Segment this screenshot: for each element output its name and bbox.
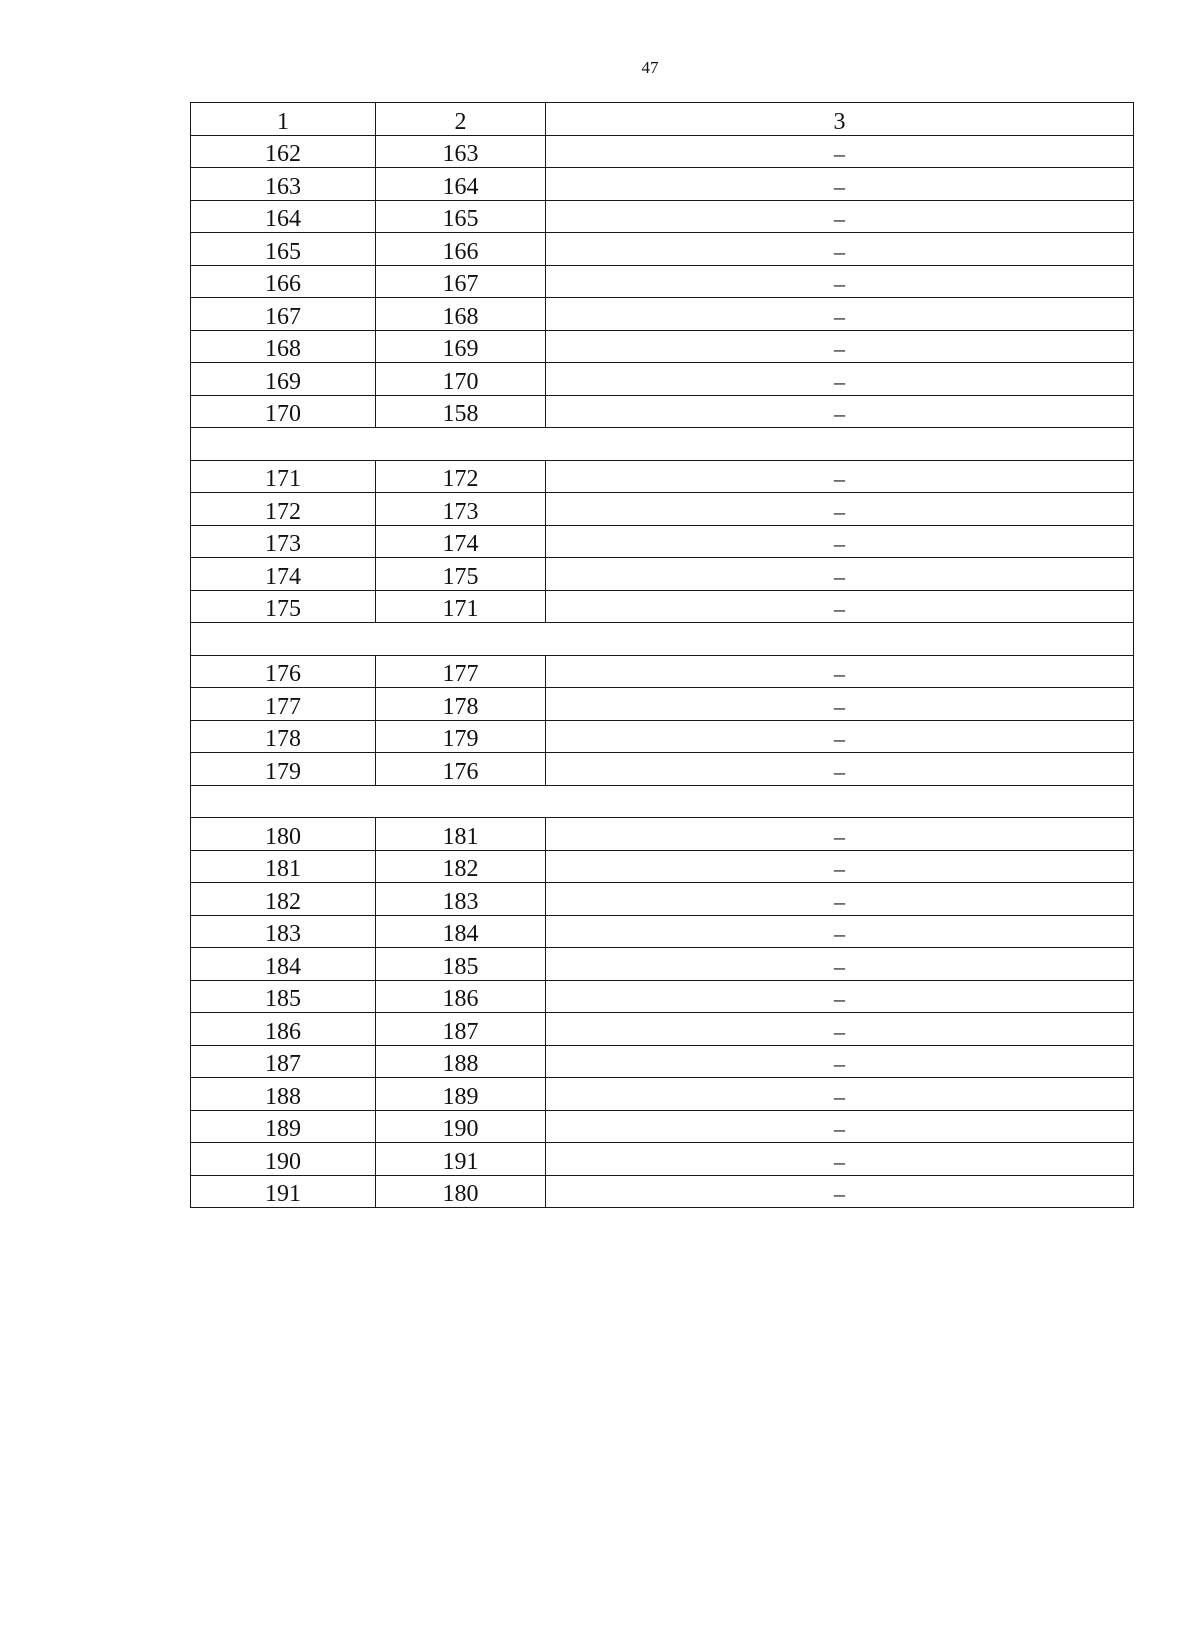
table-cell-col3: – xyxy=(546,720,1134,753)
table-row xyxy=(191,525,1134,558)
table-row xyxy=(191,980,1134,1013)
table-row xyxy=(191,1175,1134,1208)
table-cell-col2: 189 xyxy=(376,1078,546,1111)
table-separator-row xyxy=(191,428,1134,461)
table-cell-col1: 170 xyxy=(191,395,376,428)
table-cell-col3: – xyxy=(546,200,1134,233)
table-cell-col3: – xyxy=(546,655,1134,688)
table-row xyxy=(191,1078,1134,1111)
table-row xyxy=(191,493,1134,526)
table-cell-col1: 178 xyxy=(191,720,376,753)
separator-cell xyxy=(191,785,1134,818)
table-cell-col3: – xyxy=(546,1013,1134,1046)
table-cell-col2: 169 xyxy=(376,330,546,363)
table-cell-col2: 166 xyxy=(376,233,546,266)
table-cell-col1: 182 xyxy=(191,883,376,916)
header-cell-col3: 3 xyxy=(546,103,1134,136)
table-row xyxy=(191,200,1134,233)
data-table xyxy=(190,102,1134,1208)
table-cell-col1: 174 xyxy=(191,558,376,591)
table-cell-col2: 186 xyxy=(376,980,546,1013)
table-cell-col1: 181 xyxy=(191,850,376,883)
table-cell-col2: 179 xyxy=(376,720,546,753)
table-cell-col2: 180 xyxy=(376,1175,546,1208)
table-row xyxy=(191,590,1134,623)
table-cell-col2: 191 xyxy=(376,1143,546,1176)
table-row xyxy=(191,460,1134,493)
table-cell-col1: 187 xyxy=(191,1045,376,1078)
table-cell-col3: – xyxy=(546,363,1134,396)
table-row xyxy=(191,330,1134,363)
table-cell-col1: 162 xyxy=(191,135,376,168)
table-row xyxy=(191,558,1134,591)
table-row xyxy=(191,1045,1134,1078)
header-cell-col1: 1 xyxy=(191,103,376,136)
table-cell-col2: 170 xyxy=(376,363,546,396)
table-cell-col1: 190 xyxy=(191,1143,376,1176)
table-cell-col2: 177 xyxy=(376,655,546,688)
table-row xyxy=(191,720,1134,753)
table-separator-row xyxy=(191,623,1134,656)
table-cell-col3: – xyxy=(546,558,1134,591)
table-row xyxy=(191,1110,1134,1143)
table-cell-col1: 183 xyxy=(191,915,376,948)
table-row xyxy=(191,1013,1134,1046)
table-cell-col1: 185 xyxy=(191,980,376,1013)
table-cell-col2: 163 xyxy=(376,135,546,168)
table-cell-col1: 175 xyxy=(191,590,376,623)
table-cell-col2: 174 xyxy=(376,525,546,558)
table-cell-col3: – xyxy=(546,753,1134,786)
table-row xyxy=(191,948,1134,981)
table-cell-col2: 185 xyxy=(376,948,546,981)
table-cell-col2: 181 xyxy=(376,818,546,851)
table-cell-col2: 172 xyxy=(376,460,546,493)
table-cell-col2: 164 xyxy=(376,168,546,201)
table-cell-col3: – xyxy=(546,850,1134,883)
table-cell-col2: 165 xyxy=(376,200,546,233)
table-cell-col2: 173 xyxy=(376,493,546,526)
table-row xyxy=(191,688,1134,721)
table-cell-col3: – xyxy=(546,395,1134,428)
table-cell-col3: – xyxy=(546,688,1134,721)
table-row xyxy=(191,265,1134,298)
table-row xyxy=(191,818,1134,851)
table-cell-col3: – xyxy=(546,1143,1134,1176)
table-cell-col3: – xyxy=(546,948,1134,981)
table-cell-col1: 169 xyxy=(191,363,376,396)
table-cell-col3: – xyxy=(546,233,1134,266)
table-cell-col3: – xyxy=(546,460,1134,493)
header-cell-col2: 2 xyxy=(376,103,546,136)
table-row xyxy=(191,363,1134,396)
table-row xyxy=(191,395,1134,428)
table-cell-col1: 177 xyxy=(191,688,376,721)
table-row xyxy=(191,135,1134,168)
table-cell-col3: – xyxy=(546,1110,1134,1143)
table-row xyxy=(191,233,1134,266)
table-row xyxy=(191,168,1134,201)
table-cell-col2: 190 xyxy=(376,1110,546,1143)
table-cell-col1: 176 xyxy=(191,655,376,688)
table-cell-col3: – xyxy=(546,493,1134,526)
table-cell-col1: 173 xyxy=(191,525,376,558)
table-cell-col2: 168 xyxy=(376,298,546,331)
table-cell-col1: 172 xyxy=(191,493,376,526)
table-header-row xyxy=(191,103,1134,136)
table-cell-col3: – xyxy=(546,818,1134,851)
table-cell-col2: 158 xyxy=(376,395,546,428)
table-separator-row xyxy=(191,785,1134,818)
table-cell-col3: – xyxy=(546,883,1134,916)
table-cell-col3: – xyxy=(546,1175,1134,1208)
separator-cell xyxy=(191,428,1134,461)
table-cell-col2: 175 xyxy=(376,558,546,591)
table-cell-col3: – xyxy=(546,135,1134,168)
table-cell-col1: 191 xyxy=(191,1175,376,1208)
table-row xyxy=(191,915,1134,948)
table-row xyxy=(191,850,1134,883)
table-row xyxy=(191,655,1134,688)
table-cell-col1: 163 xyxy=(191,168,376,201)
table-cell-col1: 168 xyxy=(191,330,376,363)
table-row xyxy=(191,298,1134,331)
table-cell-col2: 176 xyxy=(376,753,546,786)
table-cell-col2: 182 xyxy=(376,850,546,883)
table-cell-col2: 187 xyxy=(376,1013,546,1046)
table-cell-col3: – xyxy=(546,298,1134,331)
table-cell-col2: 171 xyxy=(376,590,546,623)
table-cell-col1: 165 xyxy=(191,233,376,266)
table-cell-col3: – xyxy=(546,980,1134,1013)
table-cell-col1: 189 xyxy=(191,1110,376,1143)
table-cell-col1: 179 xyxy=(191,753,376,786)
table-cell-col1: 188 xyxy=(191,1078,376,1111)
table-cell-col3: – xyxy=(546,915,1134,948)
table-cell-col1: 186 xyxy=(191,1013,376,1046)
table-cell-col1: 167 xyxy=(191,298,376,331)
table-row xyxy=(191,883,1134,916)
table-cell-col1: 164 xyxy=(191,200,376,233)
table-cell-col3: – xyxy=(546,168,1134,201)
table-cell-col3: – xyxy=(546,330,1134,363)
page-number: 47 xyxy=(641,58,659,77)
table-cell-col1: 184 xyxy=(191,948,376,981)
table-cell-col2: 184 xyxy=(376,915,546,948)
separator-cell xyxy=(191,623,1134,656)
table-cell-col3: – xyxy=(546,525,1134,558)
table-cell-col2: 183 xyxy=(376,883,546,916)
table-cell-col1: 171 xyxy=(191,460,376,493)
table-row xyxy=(191,1143,1134,1176)
table-cell-col1: 166 xyxy=(191,265,376,298)
table-cell-col3: – xyxy=(546,1078,1134,1111)
table-cell-col1: 180 xyxy=(191,818,376,851)
table-cell-col2: 167 xyxy=(376,265,546,298)
table-cell-col3: – xyxy=(546,1045,1134,1078)
table-row xyxy=(191,753,1134,786)
table-cell-col2: 188 xyxy=(376,1045,546,1078)
table-cell-col2: 178 xyxy=(376,688,546,721)
table-cell-col3: – xyxy=(546,265,1134,298)
table-body xyxy=(191,135,1134,1208)
table-cell-col3: – xyxy=(546,590,1134,623)
